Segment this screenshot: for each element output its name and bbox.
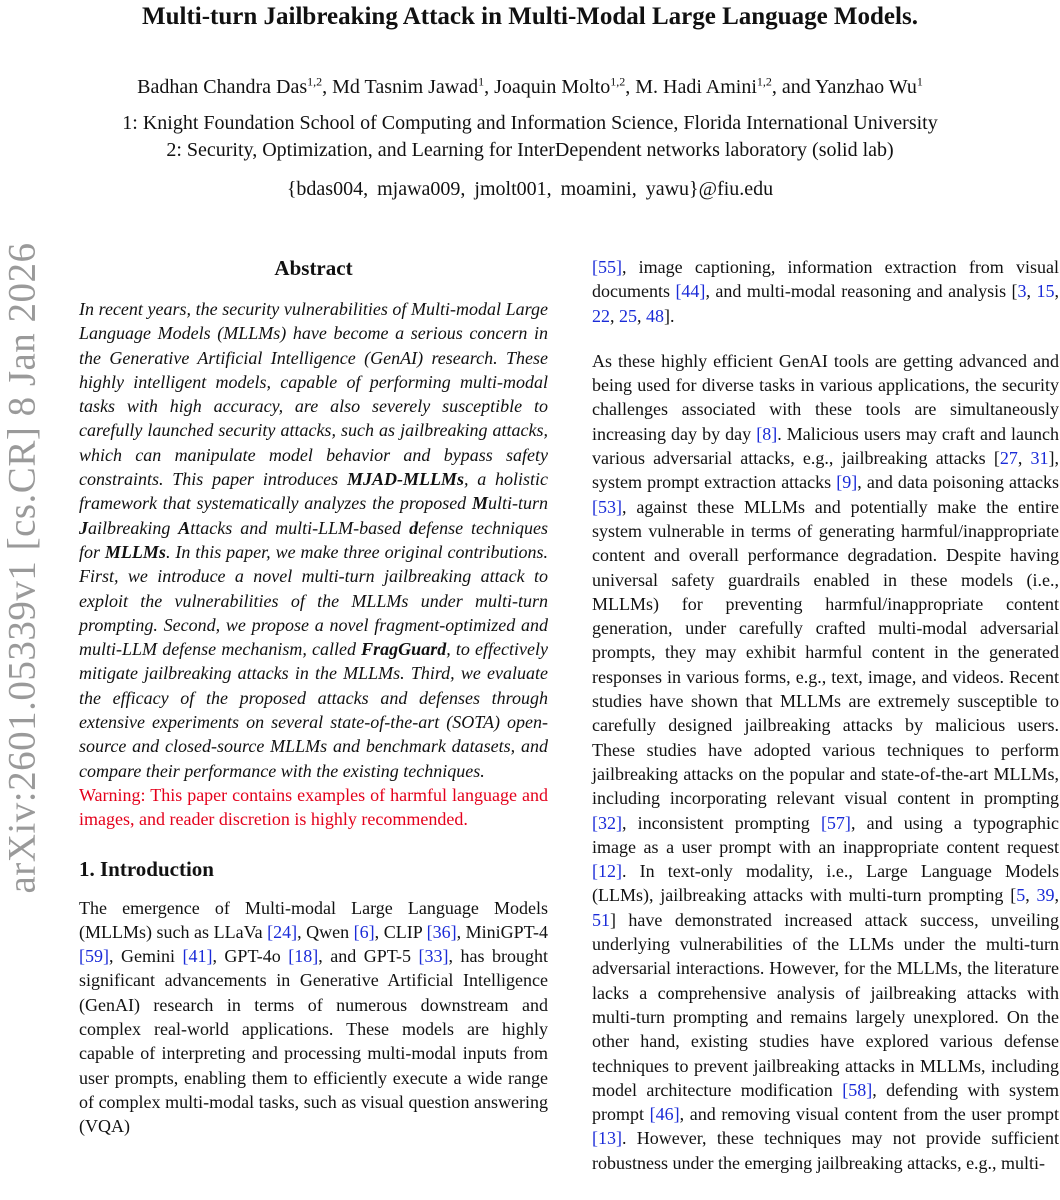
author-affiliation-marker: 1,2 [756, 74, 772, 89]
citation-link[interactable]: [46] [649, 1104, 680, 1125]
citation-link[interactable]: [13] [592, 1128, 622, 1149]
citation-link[interactable]: [12] [592, 861, 622, 882]
citation-link[interactable]: 48 [646, 305, 664, 326]
affiliation-2: 2: Security, Optimization, and Learning for InterDependent networks laboratory (solid lab) [166, 139, 894, 161]
abstract-heading: Abstract [274, 256, 353, 280]
paper-title: Multi-turn Jailbreaking Attack in Multi-Modal Large Language Models. [142, 3, 918, 30]
author-affiliation-marker: 1,2 [307, 74, 323, 89]
content-warning: Warning: This paper contains examples of harmful language and images, and reader discretion is highly recommended. [79, 784, 548, 830]
citation-link[interactable]: 51 [592, 909, 610, 930]
author-name: Joaquin Molto [494, 76, 611, 98]
author-separator: , [322, 76, 333, 98]
citation-link[interactable]: 31 [1030, 448, 1049, 469]
author-emails: {bdas004, mjawa009, jmolt001, moamini, yawu}@fiu.edu [286, 178, 774, 200]
citation-link[interactable]: 22 [592, 305, 610, 326]
arxiv-identifier-text: arXiv:2601.05339v1 [cs.CR] 8 Jan 2026 [0, 242, 44, 894]
affiliation-1: 1: Knight Foundation School of Computing and Information Science, Florida International University [122, 112, 938, 134]
citation-link[interactable]: [53] [592, 496, 622, 517]
citation-link[interactable]: [44] [675, 281, 706, 302]
author-separator: , [484, 76, 495, 98]
author-affiliation-marker: 1 [916, 74, 923, 89]
author-separator: , and [771, 76, 816, 98]
citation-link[interactable]: [57] [820, 812, 851, 833]
introduction-heading: 1. Introduction [79, 856, 214, 881]
abstract-text: In recent years, the security vulnerabilities of Multi-modal Large Language Models (MLLMs) have become a serious concern in the Generative Artificial Intelligence (GenAI) research. These highly intelligent models, capable of performing multi-modal tasks with high accuracy, are also severely susceptible to carefully launched security attacks, such as jailbreaking attacks, which can manipulate model behavior and bypass safety constraints. This paper introduces MJAD-MLLMs, a holistic framework that systematically analyzes the proposed Multi-turn Jailbreaking Attacks and multi-LLM-based defense techniques for MLLMs. In this paper, we make three original contributions. First, we introduce a novel multi-turn jailbreaking attack to exploit the vulnerabilities of the MLLMs under multi-turn prompting. Second, we propose a novel fragment-optimized and multi-LLM defense mechanism, called FragGuard, to effectively mitigate jailbreaking attacks in the MLLMs. Third, we evaluate the efficacy of the proposed attacks and defenses through extensive experiments on several state-of-the-art (SOTA) open-source and closed-source MLLMs and benchmark datasets, and compare their performance with the existing techniques. [79, 299, 548, 781]
citation-link[interactable]: [18] [288, 946, 319, 967]
citation-link[interactable]: [58] [842, 1079, 873, 1100]
citation-link[interactable]: [6] [353, 921, 375, 942]
citation-link[interactable]: 5 [1016, 885, 1026, 906]
citation-link[interactable]: [59] [79, 946, 109, 967]
left-column [79, 255, 548, 1139]
citation-link[interactable]: 15 [1036, 281, 1055, 302]
defense-name: FragGuard [361, 639, 447, 660]
introduction-paragraph-1: The emergence of Multi-modal Large Language Models (MLLMs) such as LLaVa [24], Qwen [6], CLIP [36], MiniGPT-4 [59], Gemini [41], GPT-4o [18], and GPT-5 [33], has brought significant advancements in Generative Artificial Intelligence (GenAI) research in terms of numerous downstream and complex real-world applications. These models are highly capable of interpreting and processing multi-modal inputs from user prompts, enabling them to efficiently execute a wide range of complex multi-modal tasks, such as visual question answering (VQA) [79, 897, 548, 1137]
right-column [592, 255, 1059, 1175]
citation-link[interactable]: [36] [426, 921, 457, 942]
citation-link[interactable]: 25 [619, 305, 637, 326]
author-separator: , [625, 76, 636, 98]
author-name: Yanzhao Wu [815, 76, 917, 98]
author-affiliation-marker: 1,2 [610, 74, 626, 89]
framework-name: MJAD-MLLMs [346, 469, 464, 490]
citation-link[interactable]: [8] [756, 423, 778, 444]
citation-link[interactable]: 39 [1036, 885, 1055, 906]
author-list [0, 74, 1060, 100]
citation-link[interactable]: [32] [592, 812, 622, 833]
author-affiliation-marker: 1 [478, 74, 485, 89]
author-name: Badhan Chandra Das [137, 76, 308, 98]
citation-link[interactable]: [41] [182, 946, 213, 967]
citation-link[interactable]: [9] [836, 472, 858, 493]
citation-link[interactable]: [33] [418, 946, 449, 967]
citation-link[interactable]: [24] [267, 921, 298, 942]
introduction-paragraph-2: As these highly efficient GenAI tools are getting advanced and being used for diverse tasks in various applications, the security challenges associated with these tools are simultaneously increasing day by day [8]. Malicious users may craft and launch various adversarial attacks, e.g., jailbreaking attacks [27, 31], system prompt extraction attacks [9], and data poisoning attacks [53], against these MLLMs and potentially make the entire system vulnerable in terms of generating harmful/inappropriate content and overall performance degradation. Despite having universal safety guardrails enabled in these models (i.e., MLLMs) for preventing harmful/inappropriate content generation, under carefully crafted multi-modal adversarial prompts, they may exhibit harmful content in the generated responses in various forms, e.g., text, image, and videos. Recent studies have shown that MLLMs are extremely susceptible to carefully designed jailbreaking attacks by malicious users. These studies have adopted various techniques to perform jailbreaking attacks on the popular and state-of-the-art MLLMs, including incorporating relevant visual content in prompting [32], inconsistent prompting [57], and using a typographic image as a user prompt with an inappropriate content request [12]. In text-only modality, i.e., Large Language Models (LLMs), jailbreaking attacks with multi-turn prompting [5, 39, 51] have demonstrated increased attack success, unveiling underlying vulnerabilities of the LLMs under the multi-turn adversarial interactions. However, for the MLLMs, the literature lacks a comprehensive analysis of jailbreaking attacks with multi-turn prompting and remains largely unexplored. On the other hand, existing studies have explored various defense techniques to prevent jailbreaking attacks in MLLMs, including model architecture modification [58], defending with system prompt [46], and removing visual content from the user prompt [13]. However, these techniques may not provide sufficient robustness under the emerging jailbreaking attacks, e.g., multi- [592, 350, 1060, 1173]
paragraph-gap [592, 328, 1059, 349]
citation-link[interactable]: 3 [1017, 281, 1027, 302]
introduction-paragraph-1-continued: [55], image captioning, information extraction from visual documents [44], and multi-modal reasoning and analysis [3, 15, 22, 25, 48]. [592, 257, 1059, 326]
author-name: M. Hadi Amini [635, 76, 757, 98]
citation-link[interactable]: [55] [592, 257, 622, 277]
citation-link[interactable]: 27 [999, 448, 1018, 469]
author-name: Md Tasnim Jawad [332, 76, 479, 98]
